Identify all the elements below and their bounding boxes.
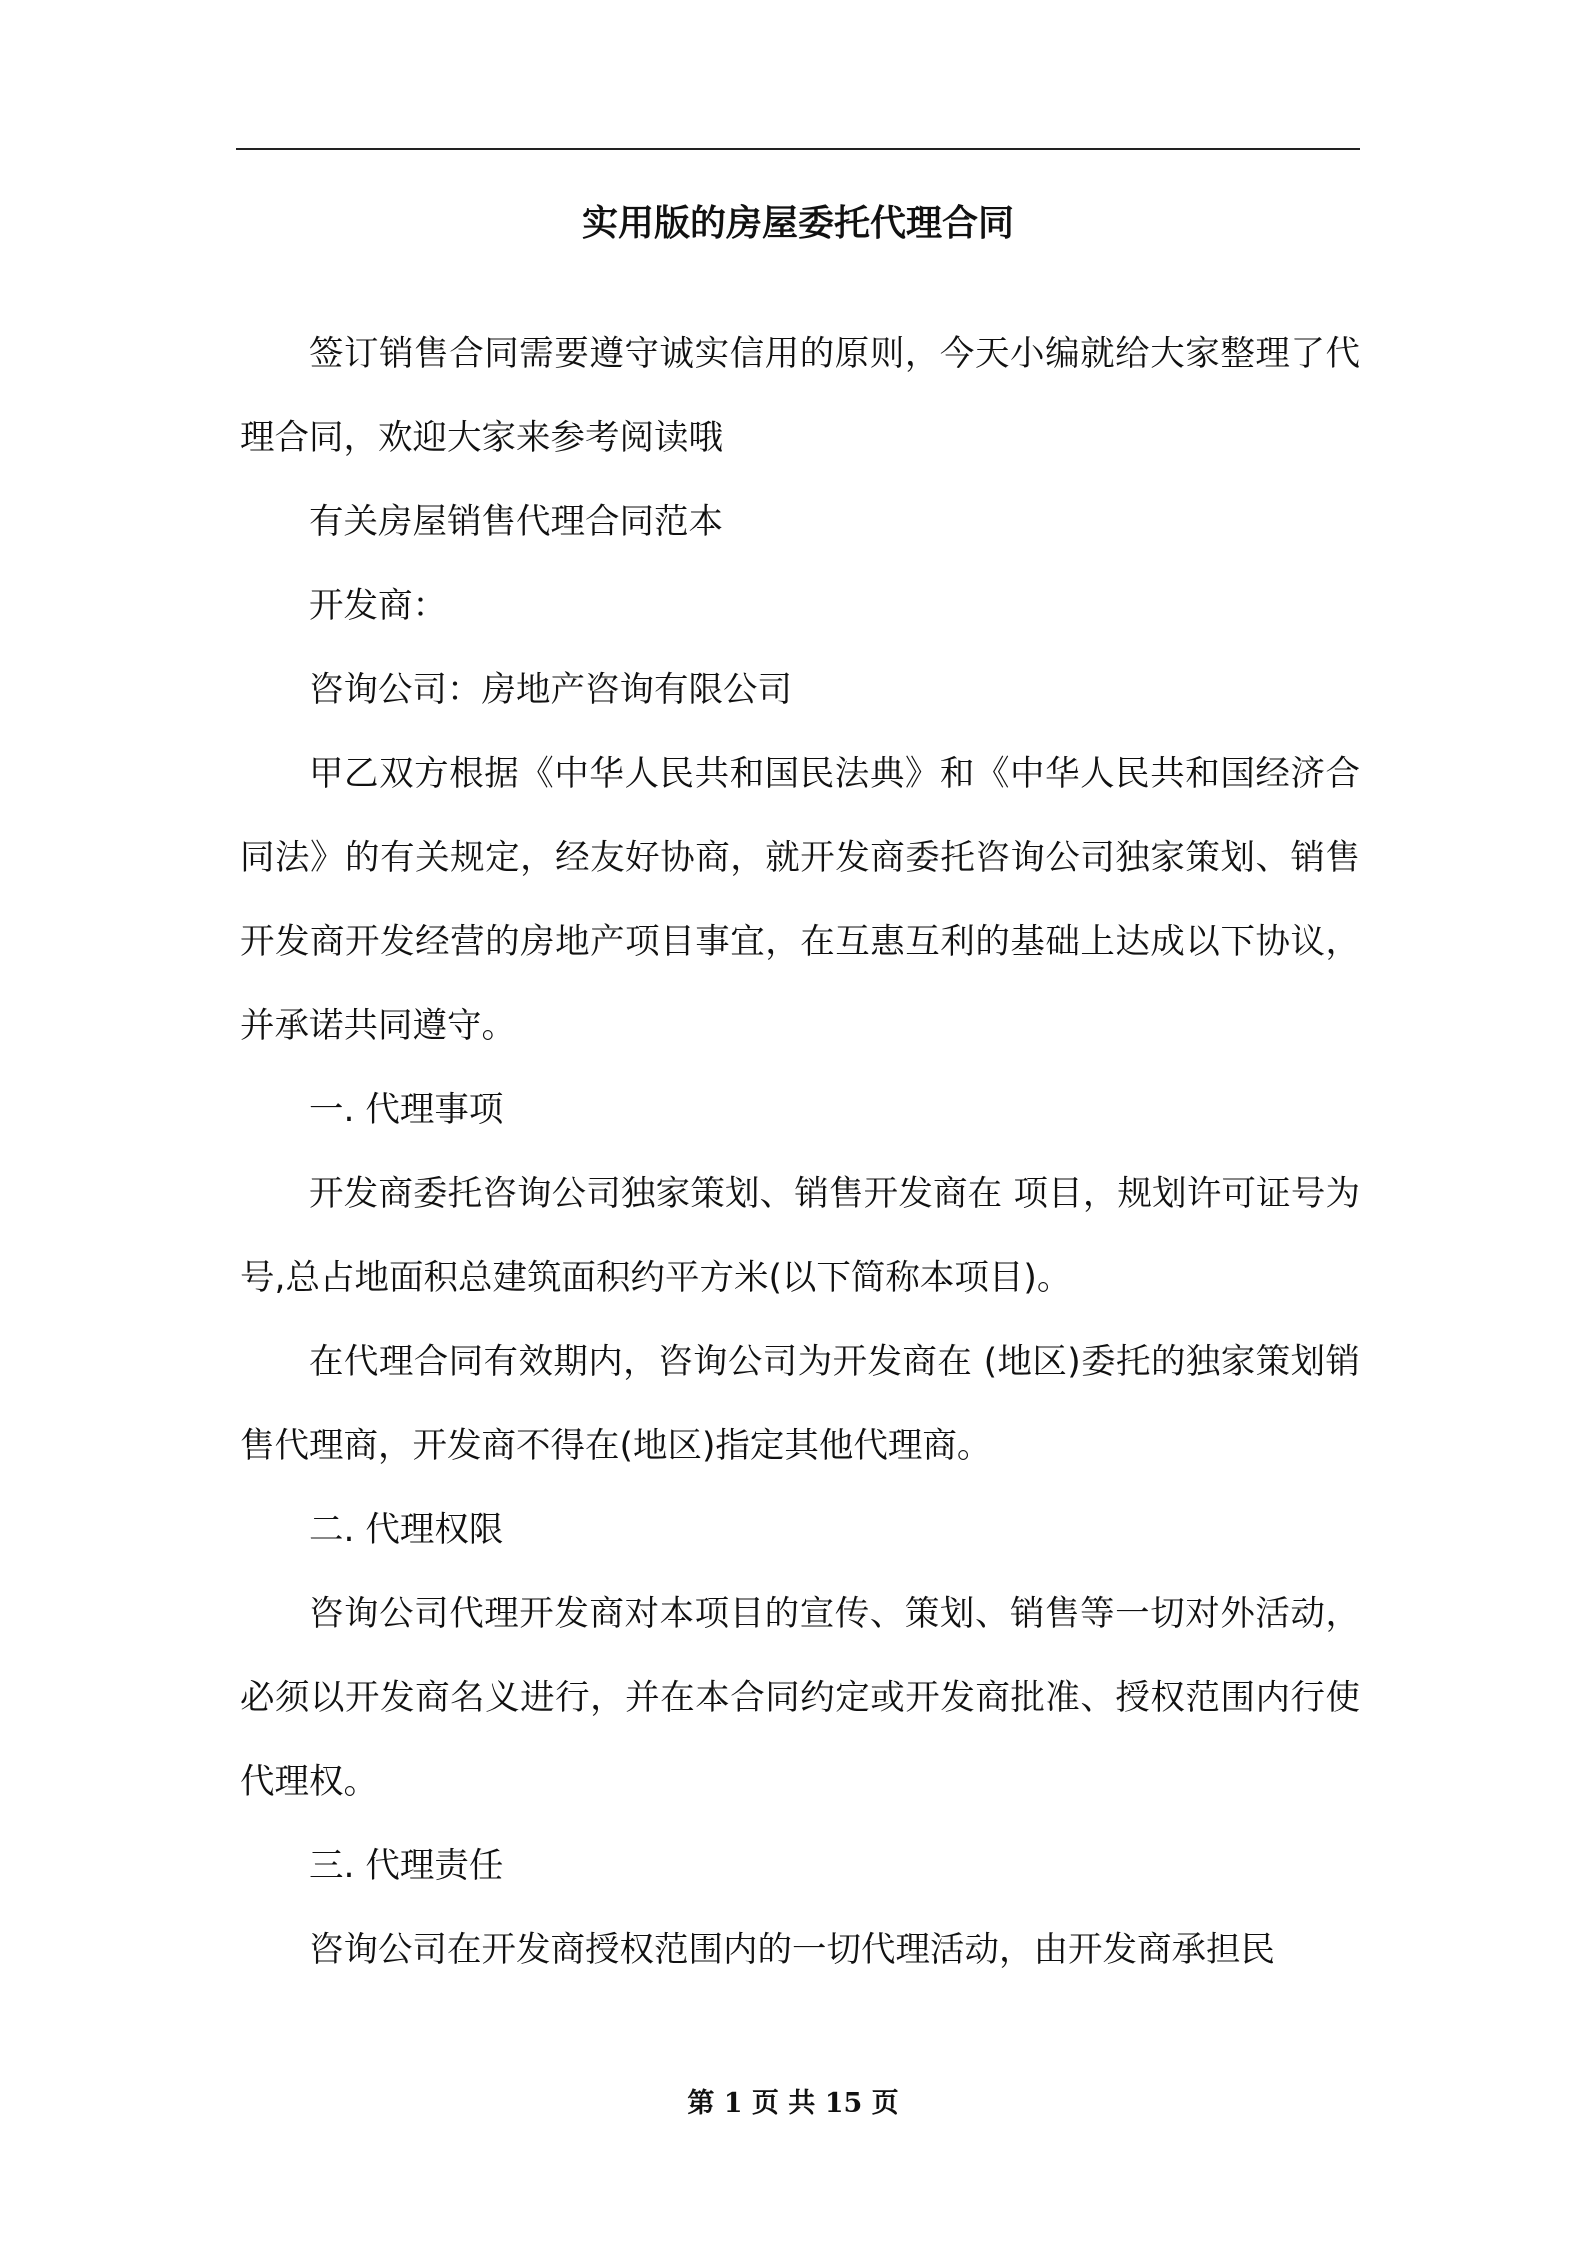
page-footer: 第 1 页 共 15 页 (687, 2088, 899, 2119)
paragraph-subtitle: 有关房屋销售代理合同范本 (309, 502, 723, 542)
paragraph-agency-liability: 咨询公司在开发商授权范围内的一切代理活动，由开发商承担民 (309, 1930, 1275, 1970)
paragraph-intro: 签订销售合同需要遵守诚实信用的原则，今天小编就给大家整理了代理合同，欢迎大家来参考阅读哦 (240, 334, 1360, 458)
paragraph-agency-matters: 开发商委托咨询公司独家策划、销售开发商在 项目，规划许可证号为 号,总占地面积总建筑面积约平方米(以下简称本项目)。 (240, 1174, 1360, 1298)
document-body (240, 312, 1360, 1992)
section-heading-3: 三. 代理责任 (309, 1846, 504, 1886)
paragraph-exclusive-agent: 在代理合同有效期内，咨询公司为开发商在 (地区)委托的独家策划销售代理商，开发商不得在(地区)指定其他代理商。 (240, 1342, 1360, 1466)
header-rule (236, 148, 1360, 150)
paragraph-agency-authority: 咨询公司代理开发商对本项目的宣传、策划、销售等一切对外活动，必须以开发商名义进行，并在本合同约定或开发商批准、授权范围内行使代理权。 (240, 1594, 1360, 1802)
document-title: 实用版的房屋委托代理合同 (581, 203, 1014, 244)
section-heading-2: 二. 代理权限 (309, 1510, 504, 1550)
paragraph-developer: 开发商： (309, 586, 447, 626)
section-heading-1: 一. 代理事项 (309, 1090, 504, 1130)
paragraph-consultant: 咨询公司：房地产咨询有限公司 (309, 670, 792, 710)
paragraph-preamble: 甲乙双方根据《中华人民共和国民法典》和《中华人民共和国经济合同法》的有关规定，经友好协商，就开发商委托咨询公司独家策划、销售开发商开发经营的房地产项目事宜，在互惠互利的基础上达成以下协议，并承诺共同遵守。 (240, 754, 1360, 1046)
